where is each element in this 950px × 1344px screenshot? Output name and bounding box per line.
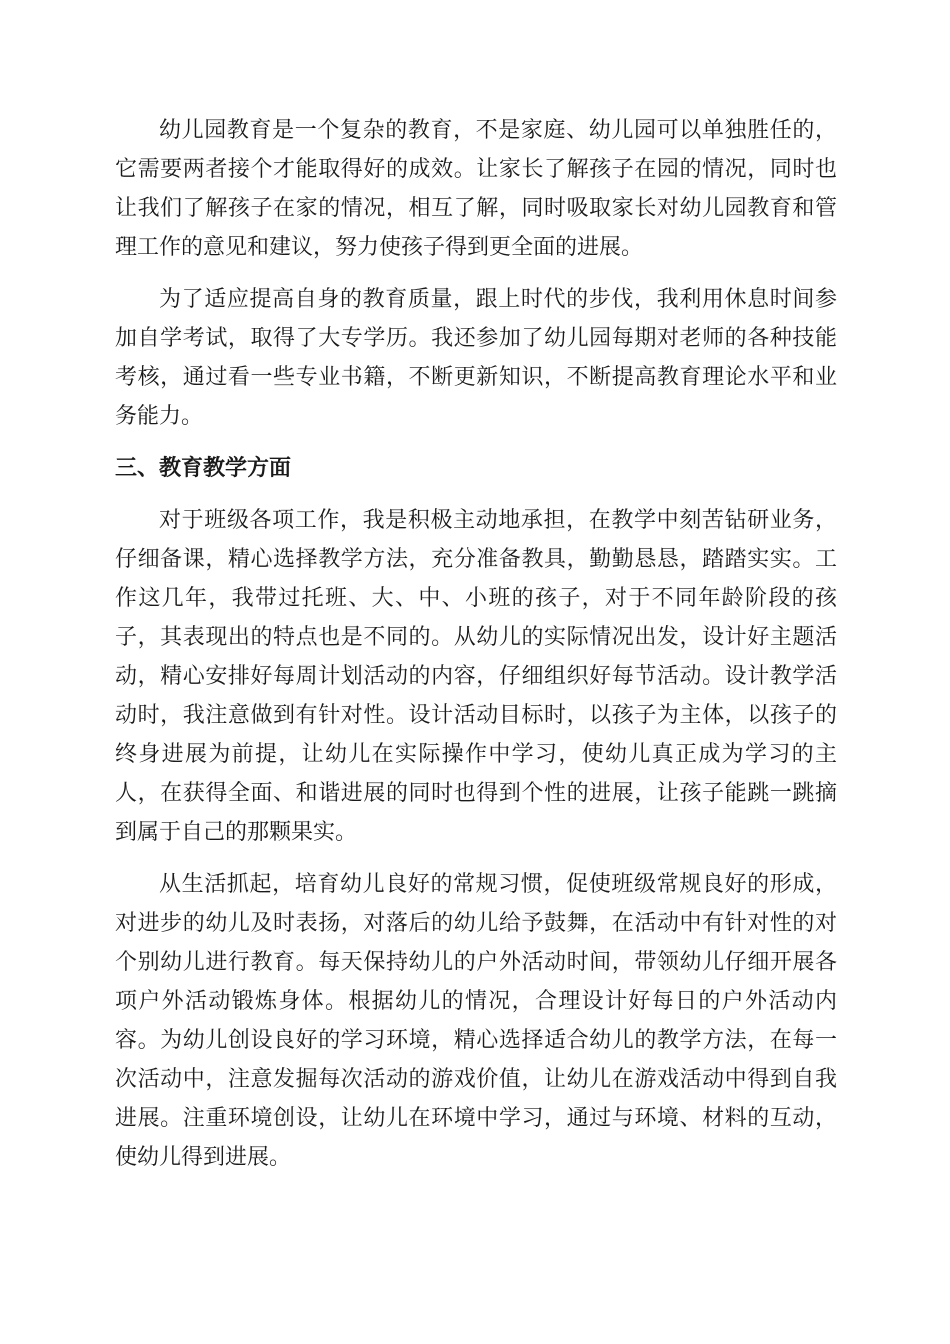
paragraph-class-work: 对于班级各项工作，我是积极主动地承担，在教学中刻苦钻研业务，仔细备课，精心选择教学方法，充分准备教具，勤勤恳恳，踏踏实实。工作这几年，我带过托班、大、中、小班的孩子，对于不同年龄阶段的孩子，其表现出的特点也是不同的。从幼儿的实际情况出发，设计好主题活动，精心安排好每周计划活动的内容，仔细组织好每节活动。设计教学活动时，我注意做到有针对性。设计活动目标时，以孩子为主体，以孩子的终身进展为前提，让幼儿在实际操作中学习，使幼儿真正成为学习的主人，在获得全面、和谐进展的同时也得到个性的进展，让孩子能跳一跳摘到属于自己的那颗果实。 [115, 508, 837, 845]
section-heading: 三、教育教学方面 [115, 455, 292, 481]
paragraph-self-improvement: 为了适应提高自身的教育质量，跟上时代的步伐，我利用休息时间参加自学考试，取得了大专学历。我还参加了幼儿园每期对老师的各种技能考核，通过看一些专业书籍，不断更新知识，不断提高教育理论水平和业务能力。 [115, 287, 837, 429]
paragraph-daily-habits: 从生活抓起，培育幼儿良好的常规习惯，促使班级常规良好的形成，对进步的幼儿及时表扬，对落后的幼儿给予鼓舞，在活动中有针对性的对个别幼儿进行教育。每天保持幼儿的户外活动时间，带领幼儿仔细开展各项户外活动锻炼身体。根据幼儿的情况，合理设计好每日的户外活动内容。为幼儿创设良好的学习环境，精心选择适合幼儿的教学方法，在每一次活动中，注意发掘每次活动的游戏价值，让幼儿在游戏活动中得到自我进展。注重环境创设，让幼儿在环境中学习，通过与环境、材料的互动，使幼儿得到进展。 [115, 872, 837, 1170]
document-body [115, 111, 837, 1190]
paragraph-home-school-cooperation: 幼儿园教育是一个复杂的教育，不是家庭、幼儿园可以单独胜任的，它需要两者接个才能取得好的成效。让家长了解孩子在园的情况，同时也让我们了解孩子在家的情况，相互了解，同时吸取家长对幼儿园教育和管理工作的意见和建议，努力使孩子得到更全面的进展。 [115, 118, 837, 260]
